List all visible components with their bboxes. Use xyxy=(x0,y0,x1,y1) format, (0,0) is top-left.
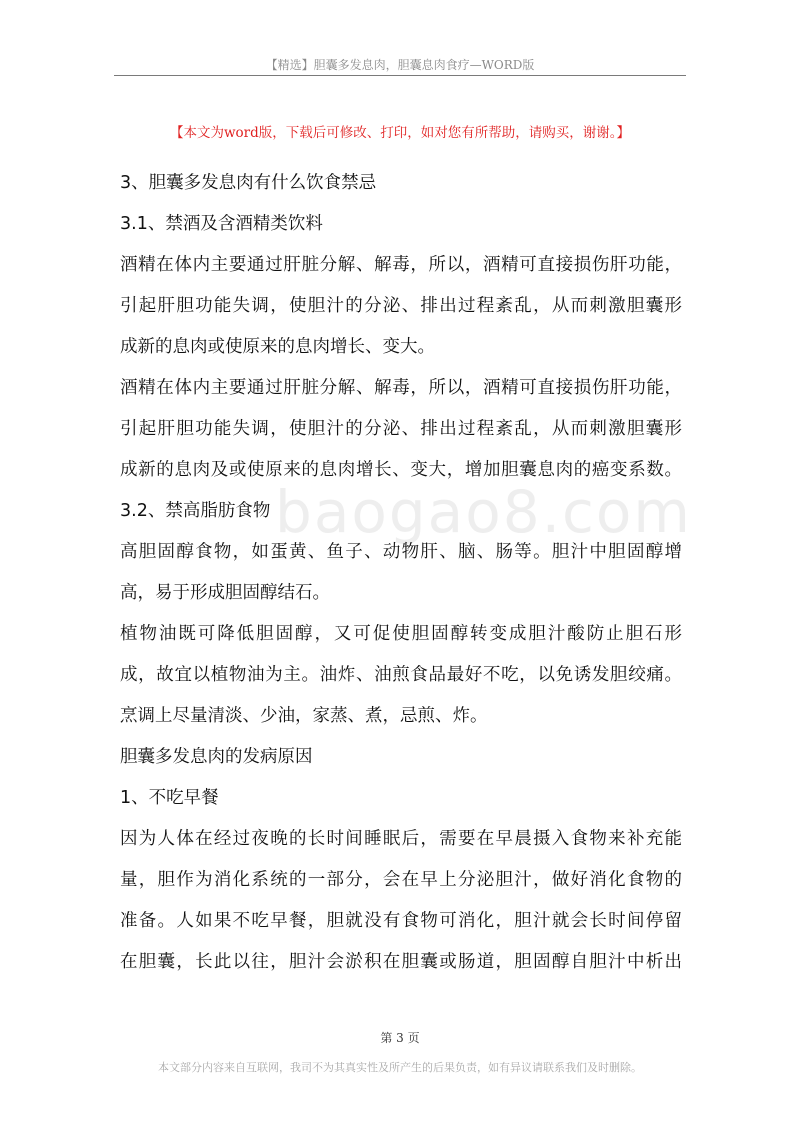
page-header: 【精选】胆囊多发息肉，胆囊息肉食疗—WORD版 xyxy=(265,58,535,72)
subsection-heading: 3.1、禁酒及含酒精类饮料 xyxy=(120,214,323,234)
page-number: 第 3 页 xyxy=(380,1031,420,1045)
paragraph-line: 酒精在体内主要通过肝脏分解、解毒，所以，酒精可直接损伤肝功能， xyxy=(120,255,682,275)
word-version-notice: 【本文为word版，下载后可修改、打印，如对您有所帮助，请购买，谢谢。】 xyxy=(169,125,631,141)
subsection-heading: 1、不吃早餐 xyxy=(120,788,219,808)
paragraph-line: 高，易于形成胆固醇结石。 xyxy=(120,583,330,603)
section-heading: 胆囊多发息肉的发病原因 xyxy=(120,747,313,767)
header-divider xyxy=(114,75,686,76)
paragraph-line: 烹调上尽量清淡、少油，家蒸、煮，忌煎、炸。 xyxy=(120,706,488,726)
section-heading: 3、胆囊多发息肉有什么饮食禁忌 xyxy=(120,173,377,193)
paragraph-line: 准备。人如果不吃早餐，胆就没有食物可消化，胆汁就会长时间停留 xyxy=(120,911,682,931)
watermark: baogao8.com xyxy=(275,478,692,546)
paragraph-line: 量，胆作为消化系统的一部分，会在早上分泌胆汁，做好消化食物的 xyxy=(120,870,682,890)
document-body xyxy=(120,165,682,985)
paragraph-line: 成新的息肉及或使原来的息肉增长、变大，增加胆囊息肉的癌变系数。 xyxy=(120,460,682,480)
footer-disclaimer: 本文部分内容来自互联网，我司不为其真实性及所产生的后果负责，如有异议请联系我们及时删除。 xyxy=(158,1061,642,1074)
paragraph-line: 因为人体在经过夜晚的长时间睡眠后，需要在早晨摄入食物来补充能 xyxy=(120,829,682,849)
paragraph-line: 引起肝胆功能失调，使胆汁的分泌、排出过程紊乱，从而刺激胆囊形 xyxy=(120,296,682,316)
subsection-heading: 3.2、禁高脂肪食物 xyxy=(120,501,271,521)
paragraph-line: 在胆囊，长此以往，胆汁会淤积在胆囊或肠道，胆固醇自胆汁中析出 xyxy=(120,952,682,972)
paragraph-line: 成，故宜以植物油为主。油炸、油煎食品最好不吃，以免诱发胆绞痛。 xyxy=(120,665,682,685)
paragraph-line: 高胆固醇食物，如蛋黄、鱼子、动物肝、脑、肠等。胆汁中胆固醇增 xyxy=(120,542,682,562)
paragraph-line: 酒精在体内主要通过肝脏分解、解毒，所以，酒精可直接损伤肝功能， xyxy=(120,378,682,398)
paragraph-line: 成新的息肉或使原来的息肉增长、变大。 xyxy=(120,337,435,357)
paragraph-line: 引起肝胆功能失调，使胆汁的分泌、排出过程紊乱，从而刺激胆囊形 xyxy=(120,419,682,439)
paragraph-line: 植物油既可降低胆固醇，又可促使胆固醇转变成胆汁酸防止胆石形 xyxy=(120,624,682,644)
